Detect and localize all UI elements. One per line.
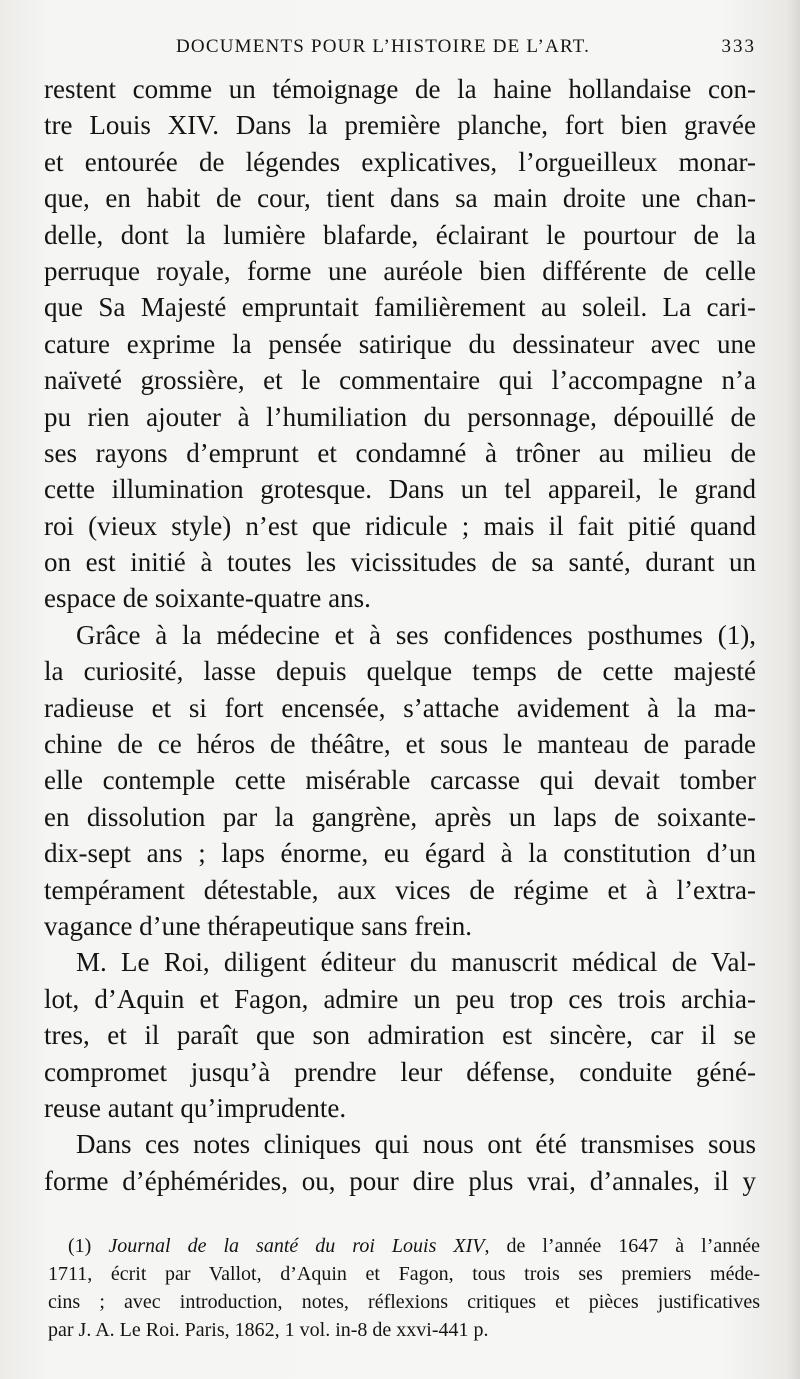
text-line: que, en habit de cour, tient dans sa main droite une chan- [44,183,756,214]
footnote-line: cins ; avec introduction, notes, réflexions critiques et pièces justificatives [48,1291,760,1313]
text-line: dix-sept ans ; laps énorme, eu égard à la constitution d’un [44,838,756,869]
page-edge-shadow [786,0,800,1379]
text-line: tres, et il paraît que son admiration est sincère, car il se [44,1020,756,1051]
text-line: delle, dont la lumière blafarde, éclairant le pourtour de la [44,219,756,250]
paragraph-start-line: M. Le Roi, diligent éditeur du manuscrit médical de Val- [76,947,756,978]
footnote-line: par J. A. Le Roi. Paris, 1862, 1 vol. in-8 de xxvi-441 p. [48,1319,489,1341]
text-line: perruque royale, forme une auréole bien différente de celle [44,255,756,286]
text-line: que Sa Majesté empruntait familièrement au soleil. La cari- [44,292,756,323]
footnote [48,1232,760,1344]
footnote-marker: (1) [68,1235,92,1257]
text-line: et entourée de légendes explicatives, l’orgueilleux monar- [44,146,756,177]
text-line: compromet jusqu’à prendre leur défense, conduite géné- [44,1056,756,1087]
page-number: 333 [721,36,756,57]
text-line: lot, d’Aquin et Fagon, admire un peu trop ces trois archia- [44,983,756,1014]
text-line: pu rien ajouter à l’humiliation du personnage, dépouillé de [44,401,756,432]
text-line: forme d’éphémérides, ou, pour dire plus vrai, d’annales, il y [44,1165,756,1196]
text-line: on est initié à toutes les vicissitudes de sa santé, durant un [44,547,756,578]
paragraph-start-line: Dans ces notes cliniques qui nous ont été transmises sous [76,1129,756,1160]
text-line: espace de soixante-quatre ans. [44,583,371,614]
footnote-line-rest: , de l’année 1647 à l’année [484,1235,760,1257]
text-line: chine de ce héros de théâtre, et sous le manteau de parade [44,729,756,760]
text-line: ses rayons d’emprunt et condamné à trôner au milieu de [44,437,756,468]
text-line: en dissolution par la gangrène, après un laps de soixante- [44,801,756,832]
footnote-line [48,1232,760,1260]
footnote-cited-title: Journal de la santé du roi Louis XIV [108,1235,485,1257]
text-line: la curiosité, lasse depuis quelque temps de cette majesté [44,656,756,687]
text-line: cette illumination grotesque. Dans un tel appareil, le grand [44,474,756,505]
running-title: DOCUMENTS POUR L’HISTOIRE DE L’ART. [176,36,591,57]
text-line: tempérament détestable, aux vices de régime et à l’extra- [44,874,756,905]
text-line: restent comme un témoignage de la haine hollandaise con- [44,74,756,104]
paragraph-start-line: Grâce à la médecine et à ses confidences posthumes (1), [76,619,756,650]
running-head [176,36,756,64]
text-line: roi (vieux style) n’est que ridicule ; mais il fait pitié quand [44,510,756,541]
text-line: elle contemple cette misérable carcasse qui devait tomber [44,765,756,796]
text-line: tre Louis XIV. Dans la première planche, fort bien gravée [44,110,756,141]
text-line: vagance d’une thérapeutique sans frein. [44,910,473,941]
body-text [44,71,756,1199]
text-line: reuse autant qu’imprudente. [44,1092,347,1123]
footnote-line: 1711, écrit par Vallot, d’Aquin et Fagon, tous trois ses premiers méde- [48,1263,760,1285]
text-line: naïveté grossière, et le commentaire qui l’accompagne n’a [44,365,756,396]
text-line: radieuse et si fort encensée, s’attache avidement à la ma- [44,692,756,723]
text-line: cature exprime la pensée satirique du dessinateur avec une [44,328,756,359]
